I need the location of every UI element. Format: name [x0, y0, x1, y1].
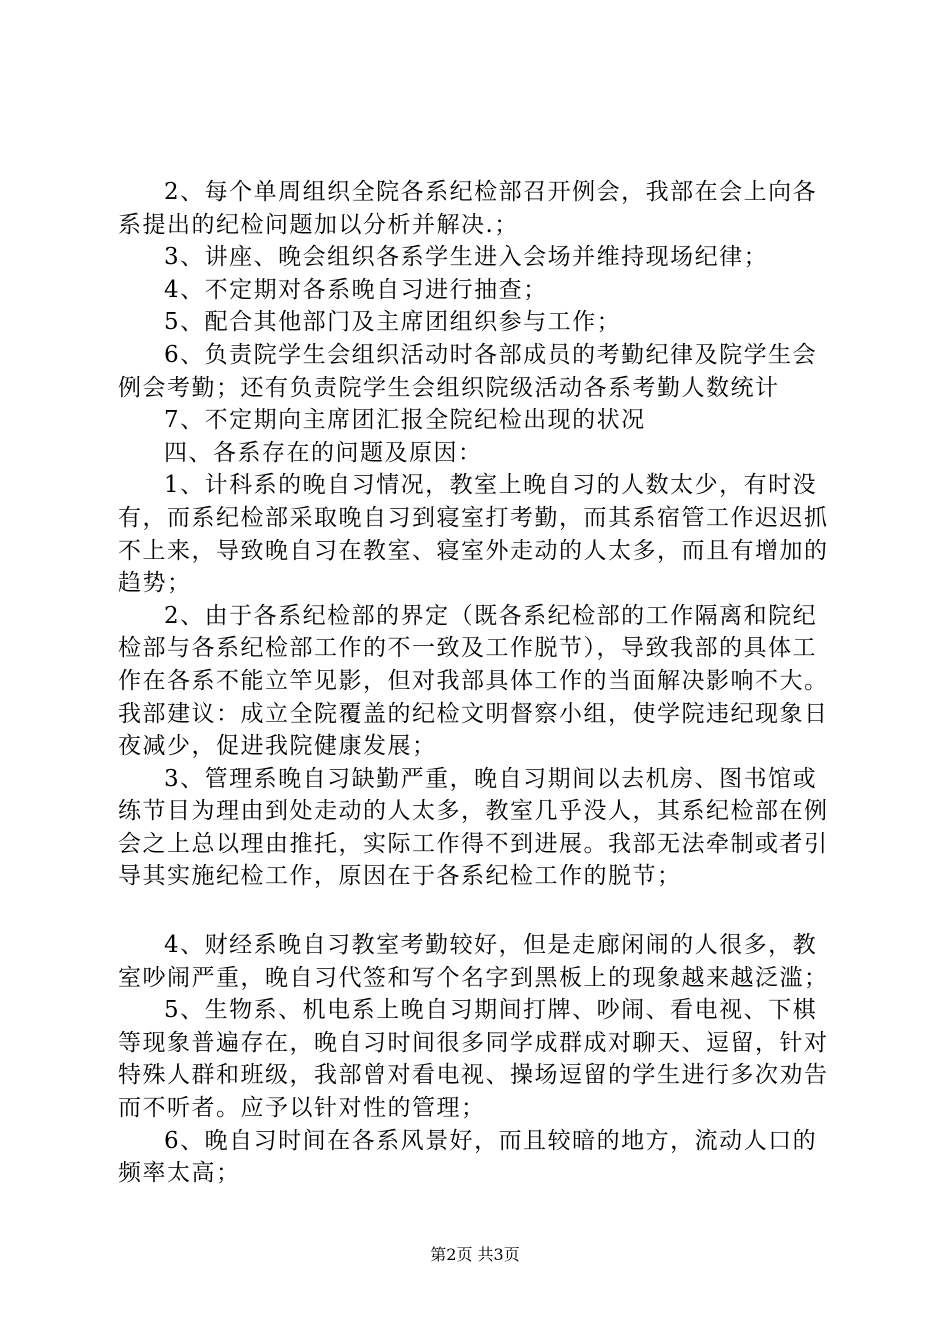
paragraph: 4、不定期对各系晚自习进行抽查；: [164, 276, 548, 303]
paragraph: 3、管理系晚自习缺勤严重，晚自习期间以去机房、图书馆或练节目为理由到处走动的人太多，教室几乎没人，其系纪检部在例会之上总以理由推托，实际工作得不到进展。我部无法牵制或者引导其实施纪检工作，原因在于各系纪检工作的脱节；: [118, 765, 829, 890]
section-heading: 四、各系存在的问题及原因：: [164, 439, 483, 466]
paragraph: 5、配合其他部门及主席团组织参与工作；: [164, 309, 622, 336]
document-body: [118, 176, 836, 1190]
paragraph: 6、晚自习时间在各系风景好，而且较暗的地方，流动人口的频率太高；: [118, 1127, 818, 1187]
paragraph: 3、讲座、晚会组织各系学生进入会场并维持现场纪律；: [164, 244, 769, 271]
paragraph: 7、不定期向主席团汇报全院纪检出现的状况: [164, 407, 646, 434]
paragraph: 1、计科系的晚自习情况，教室上晚自习的人数太少，有时没有，而系纪检部采取晚自习到寝室打考勤，而其系宿管工作迟迟抓不上来，导致晚自习在教室、寝室外走动的人太多，而且有增加的趋势；: [118, 472, 829, 597]
paragraph: 2、每个单周组织全院各系纪检部召开例会，我部在会上向各系提出的纪检问题加以分析并解决.；: [118, 179, 818, 238]
paragraph: 4、财经系晚自习教室考勤较好，但是走廊闲闹的人很多，教室吵闹严重，晚自习代签和写个名字到黑板上的现象越来越泛滥；: [118, 932, 829, 991]
paragraph: 2、由于各系纪检部的界定（既各系纪检部的工作隔离和院纪检部与各系纪检部工作的不一致及工作脱节），导致我部的具体工作在各系不能立竿见影，但对我部具体工作的当面解决影响不大。我部建议：成立全院覆盖的纪检文明督察小组，使学院违纪现象日夜减少，促进我院健康发展；: [118, 602, 829, 760]
paragraph: 5、生物系、机电系上晚自习期间打牌、吵闹、看电视、下棋等现象普遍存在，晚自习时间很多同学成群成对聊天、逗留，针对特殊人群和班级，我部曾对看电视、操场逗留的学生进行多次劝告而不听者。应予以针对性的管理；: [118, 997, 829, 1122]
page-number-footer: 第2页 共3页: [430, 1245, 520, 1264]
paragraph: 6、负责院学生会组织活动时各部成员的考勤纪律及院学生会例会考勤；还有负责院学生会组织院级活动各系考勤人数统计: [118, 341, 818, 401]
